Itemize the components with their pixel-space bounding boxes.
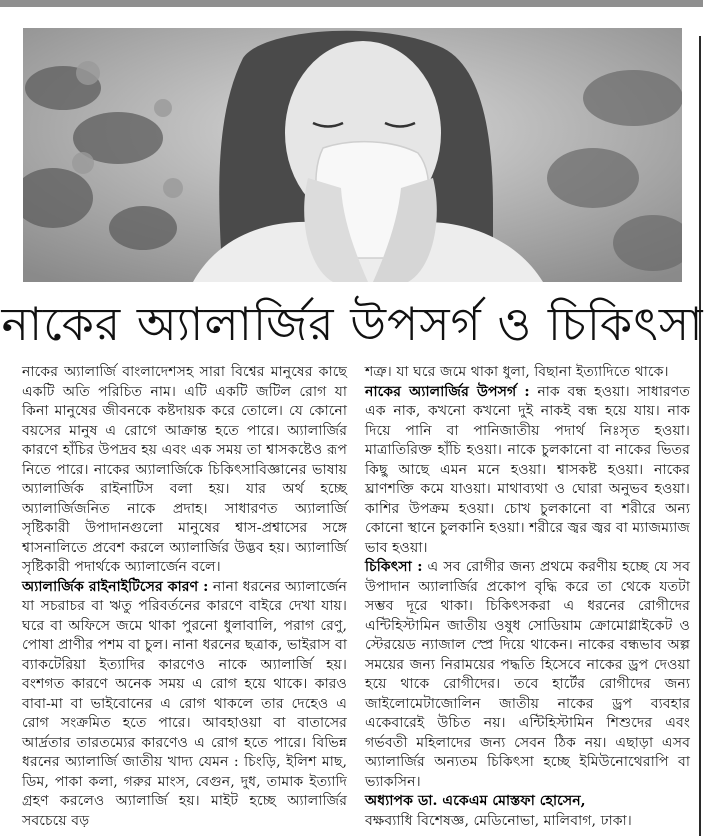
- symptom-text: নাক বন্ধ হওয়া। সাধারণত এক নাক, কখনো কখনো দুই নাকই বন্ধ হয়ে যায়। নাক দিয়ে পানি বা পানিজাতীয় পদার্থ নিঃসৃত হওয়া। মাত্রাতিরিক্ত হাঁচি হওয়া। নাকে চুলকানো বা নাকের ভিতর কিছু আছে এমন মনে হওয়া। শ্বাসকষ্ট হওয়া। নাকের ঘ্রাণশক্তি কমে যাওয়া। মাথাব্যথা ও ঘোরা অনুভব হওয়া। কাশির উপক্রম হওয়া। চোখ চুলকানো বা শরীরে অন্য কোনো স্থানে চুলকানি হওয়া। শরীরে জ্বর জ্বর বা ম্যাজম্যাজ ভাব হওয়া।: [365, 383, 690, 556]
- symptom-heading: নাকের অ্যালার্জির উপসর্গ :: [365, 383, 530, 400]
- top-rule: [0, 0, 703, 7]
- treatment-heading: চিকিৎসা :: [365, 559, 423, 575]
- cause-text: নানা ধরনের অ্যালার্জেন যা সচরাচর বা ঋতু পরিবর্তনের কারণে বাইরে দেখা যায়। ঘরে বা অফিসে জমে থাকা পুরনো ধুলাবালি, পরাগ রেণু, পোষা প্রাণীর পশম বা চুল। নানা ধরনের ছত্রাক, ভাইরাস বা ব্যাকটেরিয়া ইত্যাদির কারণেও নাকে অ্যালার্জি হয়। বংশগত কারণে অনেক সময় এ রোগ হয়ে থাকে। কারও বাবা-মা বা ভাইবোনের এ রোগ থাকলে তার দেহেও এ রোগ সংক্রমিত হতে পারে। আবহাওয়া বা বাতাসের আর্দ্রতার তারতম্যের কারণেও এ রোগ হতে পারে। বিভিন্ন ধরনের অ্যালার্জি জাতীয় খাদ্য যেমন : চিংড়ি, ইলিশ মাছ, ডিম, পাকা কলা, গরুর মাংস, বেগুন, দুধ, তামাক ইত্যাদি গ্রহণ করলেও অ্যালার্জি হয়। মাইট হচ্ছে অ্যালার্জির সবচেয়ে বড়: [22, 578, 347, 829]
- article-headline: নাকের অ্যালার্জির উপসর্গ ও চিকিৎসা: [1, 297, 704, 351]
- right-column: [365, 363, 690, 831]
- treatment-text: এ সব রোগীর জন্য প্রথমে করণীয় হচ্ছে যে সব উপাদান অ্যালার্জির প্রকোপ বৃদ্ধি করে তা থেকে যতটা সম্ভব দূরে থাকা। চিকিৎসকরা এ ধরনের রোগীদের এন্টিহিস্টামিন জাতীয় ওষুধ সোডিয়াম ক্রোমোগ্লাইকেট ও স্টেরয়েড ন্যাজাল স্প্রে দিয়ে থাকেন। নাকের বন্ধভাব অল্প সময়ের জন্য নিরাময়ের পদ্ধতি হিসেবে নাকের ড্রপ দেওয়া হয়ে থাকে রোগীদের। তবে হার্টের রোগীদের জন্য জাইলোমেটাজোলিন জাতীয় নাকের ড্রপ ব্যবহার একেবারেই উচিত নয়। এন্টিহিস্টামিন শিশুদের এবং গর্ভবতী মহিলাদের জন্য সেবন ঠিক নয়। এছাড়া এসব অ্যালার্জির অন্যতম চিকিৎসা হচ্ছে ইমিউনোথেরাপি বা ভ্যাকসিন।: [365, 559, 690, 790]
- woman-blowing-nose-photo-icon: [23, 28, 682, 282]
- author-title: বক্ষব্যাধি বিশেষজ্ঞ, মেডিনোভা, মালিবাগ, ঢাকা।: [365, 812, 632, 829]
- treatment-paragraph: [365, 558, 690, 792]
- intro-paragraph: নাকের অ্যালার্জি বাংলাদেশসহ সারা বিশ্বের মানুষের কাছে একটি অতি পরিচিত নাম। এটি একটি জটিল রোগ যা কিনা মানুষের জীবনকে কষ্টদায়ক করে তোলে। যে কোনো বয়সের মানুষ এ রোগে আক্রান্ত হতে পারে। অ্যালার্জির কারণে হাঁচির উপদ্রব হয় এবং এক সময় তা শ্বাসকষ্টেও রূপ নিতে পারে। নাকের অ্যালার্জিকে চিকিৎসাবিজ্ঞানের ভাষায় অ্যালার্জিক রাইনাটিস বলা হয়। যার অর্থ হচ্ছে অ্যালার্জিজনিত নাকে প্রদাহ। সাধারণত অ্যালার্জি সৃষ্টিকারী উপাদানগুলো মানুষের শ্বাস-প্রশ্বাসের সঙ্গে শ্বাসনালিতে প্রবেশ করলে অ্যালার্জির উদ্ভব হয়। অ্যালার্জি সৃষ্টিকারী পদার্থকে অ্যালার্জেন বলে।: [22, 364, 347, 575]
- column-rule: [699, 36, 701, 836]
- left-column: [22, 363, 347, 831]
- hero-photo: [23, 28, 682, 282]
- continuation-paragraph: শত্রু। যা ঘরে জমে থাকা ধুলা, বিছানা ইত্যাদিতে থাকে।: [365, 364, 669, 380]
- symptom-paragraph: [365, 383, 690, 559]
- cause-heading: অ্যালার্জিক রাইনাইটিসের কারণ :: [22, 578, 209, 595]
- author-name: অধ্যাপক ডা. একেএম মোস্তফা হোসেন,: [365, 793, 586, 809]
- cause-paragraph: [22, 578, 347, 832]
